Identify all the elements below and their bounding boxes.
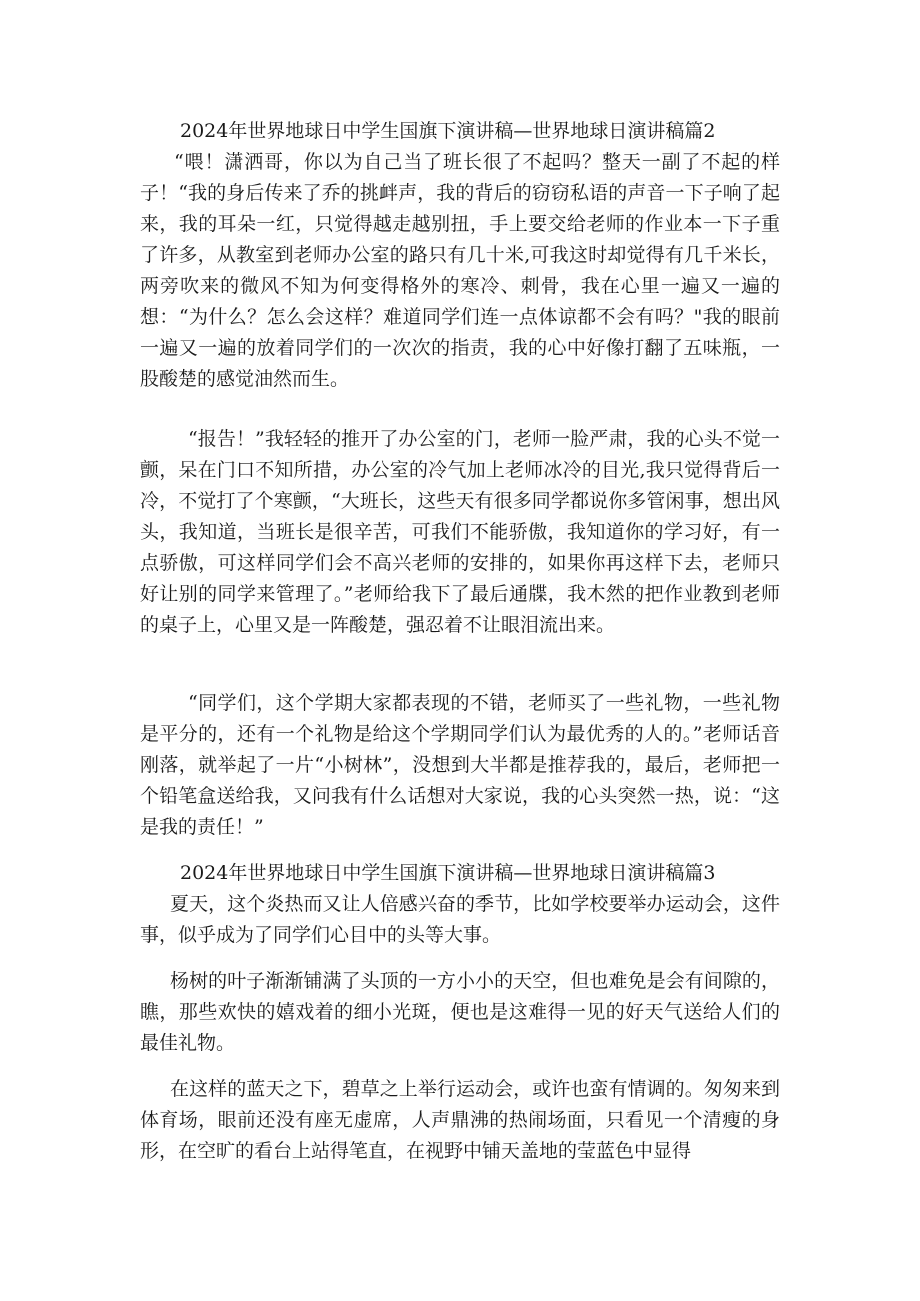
paragraph: 杨树的叶子渐渐铺满了头顶的一方小小的天空，但也难免是会有间隙的，瞧，那些欢快的嬉戏着的细小光斑，便也是这难得一见的好天气送给人们的最佳礼物。: [140, 970, 780, 1054]
paragraph: 夏天，这个炎热而又让人倍感兴奋的季节，比如学校要举办运动会，这件事，似乎成为了同学们心目中的头等大事。: [140, 893, 780, 946]
section-heading: 2024年世界地球日中学生国旗下演讲稿—世界地球日演讲稿篇3: [180, 862, 716, 884]
paragraph: “同学们，这个学期大家都表现的不错，老师买了一些礼物，一些礼物是平分的，还有一个礼物是给这个学期同学们认为最优秀的人的。”老师话音刚落，就举起了一片“小树林”，没想到大半都是推荐我的，最后，老师把一个铅笔盒送给我，又问我有什么话想对大家说，我的心头突然一热，说：“这是我的责任！”: [140, 692, 780, 838]
paragraph: 在这样的蓝天之下，碧草之上举行运动会，或许也蛮有情调的。匆匆来到体育场，眼前还没有座无虚席，人声鼎沸的热闹场面，只看见一个清瘦的身形，在空旷的看台上站得笔直，在视野中铺天盖地的莹蓝色中显得: [140, 1078, 780, 1162]
paragraph: “喂！潇洒哥，你以为自己当了班长很了不起吗？整天一副了不起的样子！“我的身后传来了乔的挑衅声，我的背后的窃窃私语的声音一下子响了起来，我的耳朵一红，只觉得越走越别扭，手上要交给老师的作业本一下子重了许多，从教室到老师办公室的路只有几十米,可我这时却觉得有几千米长，两旁吹来的微风不知为何变得格外的寒冷、刺骨，我在心里一遍又一遍的想：“为什么？怎么会这样？难道同学们连一点体谅都不会有吗？"我的眼前一遍又一遍的放着同学们的一次次的指责，我的心中好像打翻了五味瓶，一股酸楚的感觉油然而生。: [140, 151, 780, 390]
paragraph: “报告！”我轻轻的推开了办公室的门，老师一脸严肃，我的心头不觉一颤，呆在门口不知所措，办公室的冷气加上老师冰冷的目光,我只觉得背后一冷，不觉打了个寒颤，“大班长，这些天有很多同学都说你多管闲事，想出风头，我知道，当班长是很辛苦，可我们不能骄傲，我知道你的学习好，有一点骄傲，可这样同学们会不高兴老师的安排的，如果你再这样下去，老师只好让别的同学来管理了。”老师给我下了最后通牒，我木然的把作业教到老师的桌子上，心里又是一阵酸楚，强忍着不让眼泪流出来。: [140, 428, 780, 636]
section-heading: 2024年世界地球日中学生国旗下演讲稿—世界地球日演讲稿篇2: [180, 120, 716, 142]
